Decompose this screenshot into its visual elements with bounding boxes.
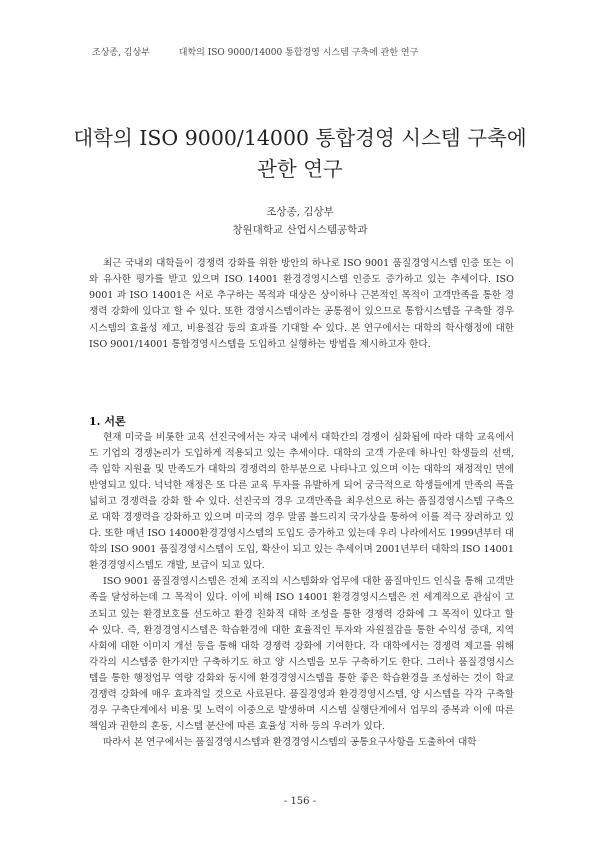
byline — [0, 203, 600, 239]
section-body-introduction — [89, 430, 514, 751]
section-heading-introduction: 1. 서론 — [89, 415, 126, 428]
body-paragraph: ISO 9001 품질경영시스템은 전체 조직의 시스템화와 업무에 대한 품질마인드 인식을 통해 고객만족을 달성하는데 그 목적이 있다. 이에 비해 ISO 14001 환경경영시스템은 전 세계적으로 관심이 고조되고 있는 환경보호를 선도하고 환경 친화적 대학 조성을 통한 경쟁력 강화에 그 목적이 있다고 할 수 있다. 즉, 환경경영시스템은 학습환경에 대한 효율적인 투자와 자원절감을 통한 수익성 증대, 지역사회에 대한 이미지 개선 등을 통해 대학 경쟁력 강화에 기여한다. 각 대학에서는 경쟁력 제고를 위해 각각의 시스템중 한가지만 구축하기도 하고 양 시스템을 모두 구축하기도 한다. 그러나 품질경영시스템을 통한 행정업무 역량 강화와 동시에 환경경영시스템을 통한 좋은 학습환경을 조성하는 것이 학교 경쟁력 강화에 매우 효과적일 것으로 사료된다. 품질경영과 환경경영시스템, 양 시스템을 각각 구축할 경우 구축단계에서 비용 및 노력이 이중으로 발생하며 시스템 실행단계에서 업무의 중복과 이에 따른 책임과 권한의 혼동, 시스템 분산에 따른 효율성 저하 등의 우려가 있다. — [89, 576, 514, 732]
abstract: 최근 국내외 대학들이 경쟁력 강화를 위한 방안의 하나로 ISO 9001 품질경영시스템 인증 또는 이와 유사한 평가를 받고 있으며 ISO 14001 환경경영시스템 인증도 증가하고 있는 추세이다. ISO 9001 과 ISO 14001은 서로 추구하는 목적과 대상은 상이하나 근본적인 목적이 고객만족을 통한 경쟁력 강화에 있다고 할 수 있다. 또한 경영시스템이라는 공통점이 있으므로 통합시스템을 구축할 경우 시스템의 효율성 제고, 비용절감 등의 효과를 기대할 수 있다. 본 연구에서는 대학의 학사행정에 대한 ISO 9001/14001 통합경영시스템을 도입하고 실행하는 방법을 제시하고자 한다. — [89, 258, 514, 350]
author-affiliation: 창원대학교 산업시스템공학과 — [232, 224, 368, 236]
header-authors: 조상종, 김상부 — [92, 48, 150, 58]
body-paragraph: 따라서 본 연구에서는 품질경영시스템과 환경경영시스템의 공통요구사항을 도출하여 대학 — [103, 736, 477, 748]
title-line-2: 관한 연구 — [257, 157, 343, 181]
running-header — [92, 45, 418, 58]
title-line-1: 대학의 ISO 9000/14000 통합경영 시스템 구축에 — [73, 126, 527, 150]
body-paragraph: 현재 미국을 비롯한 교육 선진국에서는 자국 내에서 대학간의 경쟁이 심화됨에 따라 대학 교육에서도 기업의 경쟁논리가 도입하게 적용되고 있는 추세이다. 대학의 고객 가운데 하나인 학생들의 선택, 즉 입학 지원율 및 만족도가 대학의 경쟁력의 한부분으로 나타나고 있으며 이는 대학의 재정적인 면에 반영되고 있다. 넉넉한 재정은 또 다른 교육 투자를 유발하게 되어 궁극적으로 학생들에게 만족의 폭을 넓히고 경쟁력을 강화 할 수 있다. 선진국의 경우 고객만족을 최우선으로 하는 품질경영시스템 구축으로 대학 경쟁력을 강화하고 있으며 미국의 경우 말콤 볼드리지 국가상을 통하여 이를 적극 장려하고 있다. 또한 매년 ISO 14000환경경영시스템의 도입도 증가하고 있는데 우리 나라에서도 1999년부터 대학의 ISO 9001 품질경영시스템이 도입, 확산이 되고 있는 추세이며 2001년부터 대학의 ISO 14001 환경경영시스템도 개발, 보급이 되고 있다. — [89, 432, 514, 572]
paper-title — [40, 123, 560, 185]
page-number: - 156 - — [283, 796, 317, 807]
header-running-title: 대학의 ISO 9000/14000 통합경영 시스템 구축에 관한 연구 — [178, 48, 419, 58]
author-names: 조상종, 김상부 — [266, 206, 334, 218]
